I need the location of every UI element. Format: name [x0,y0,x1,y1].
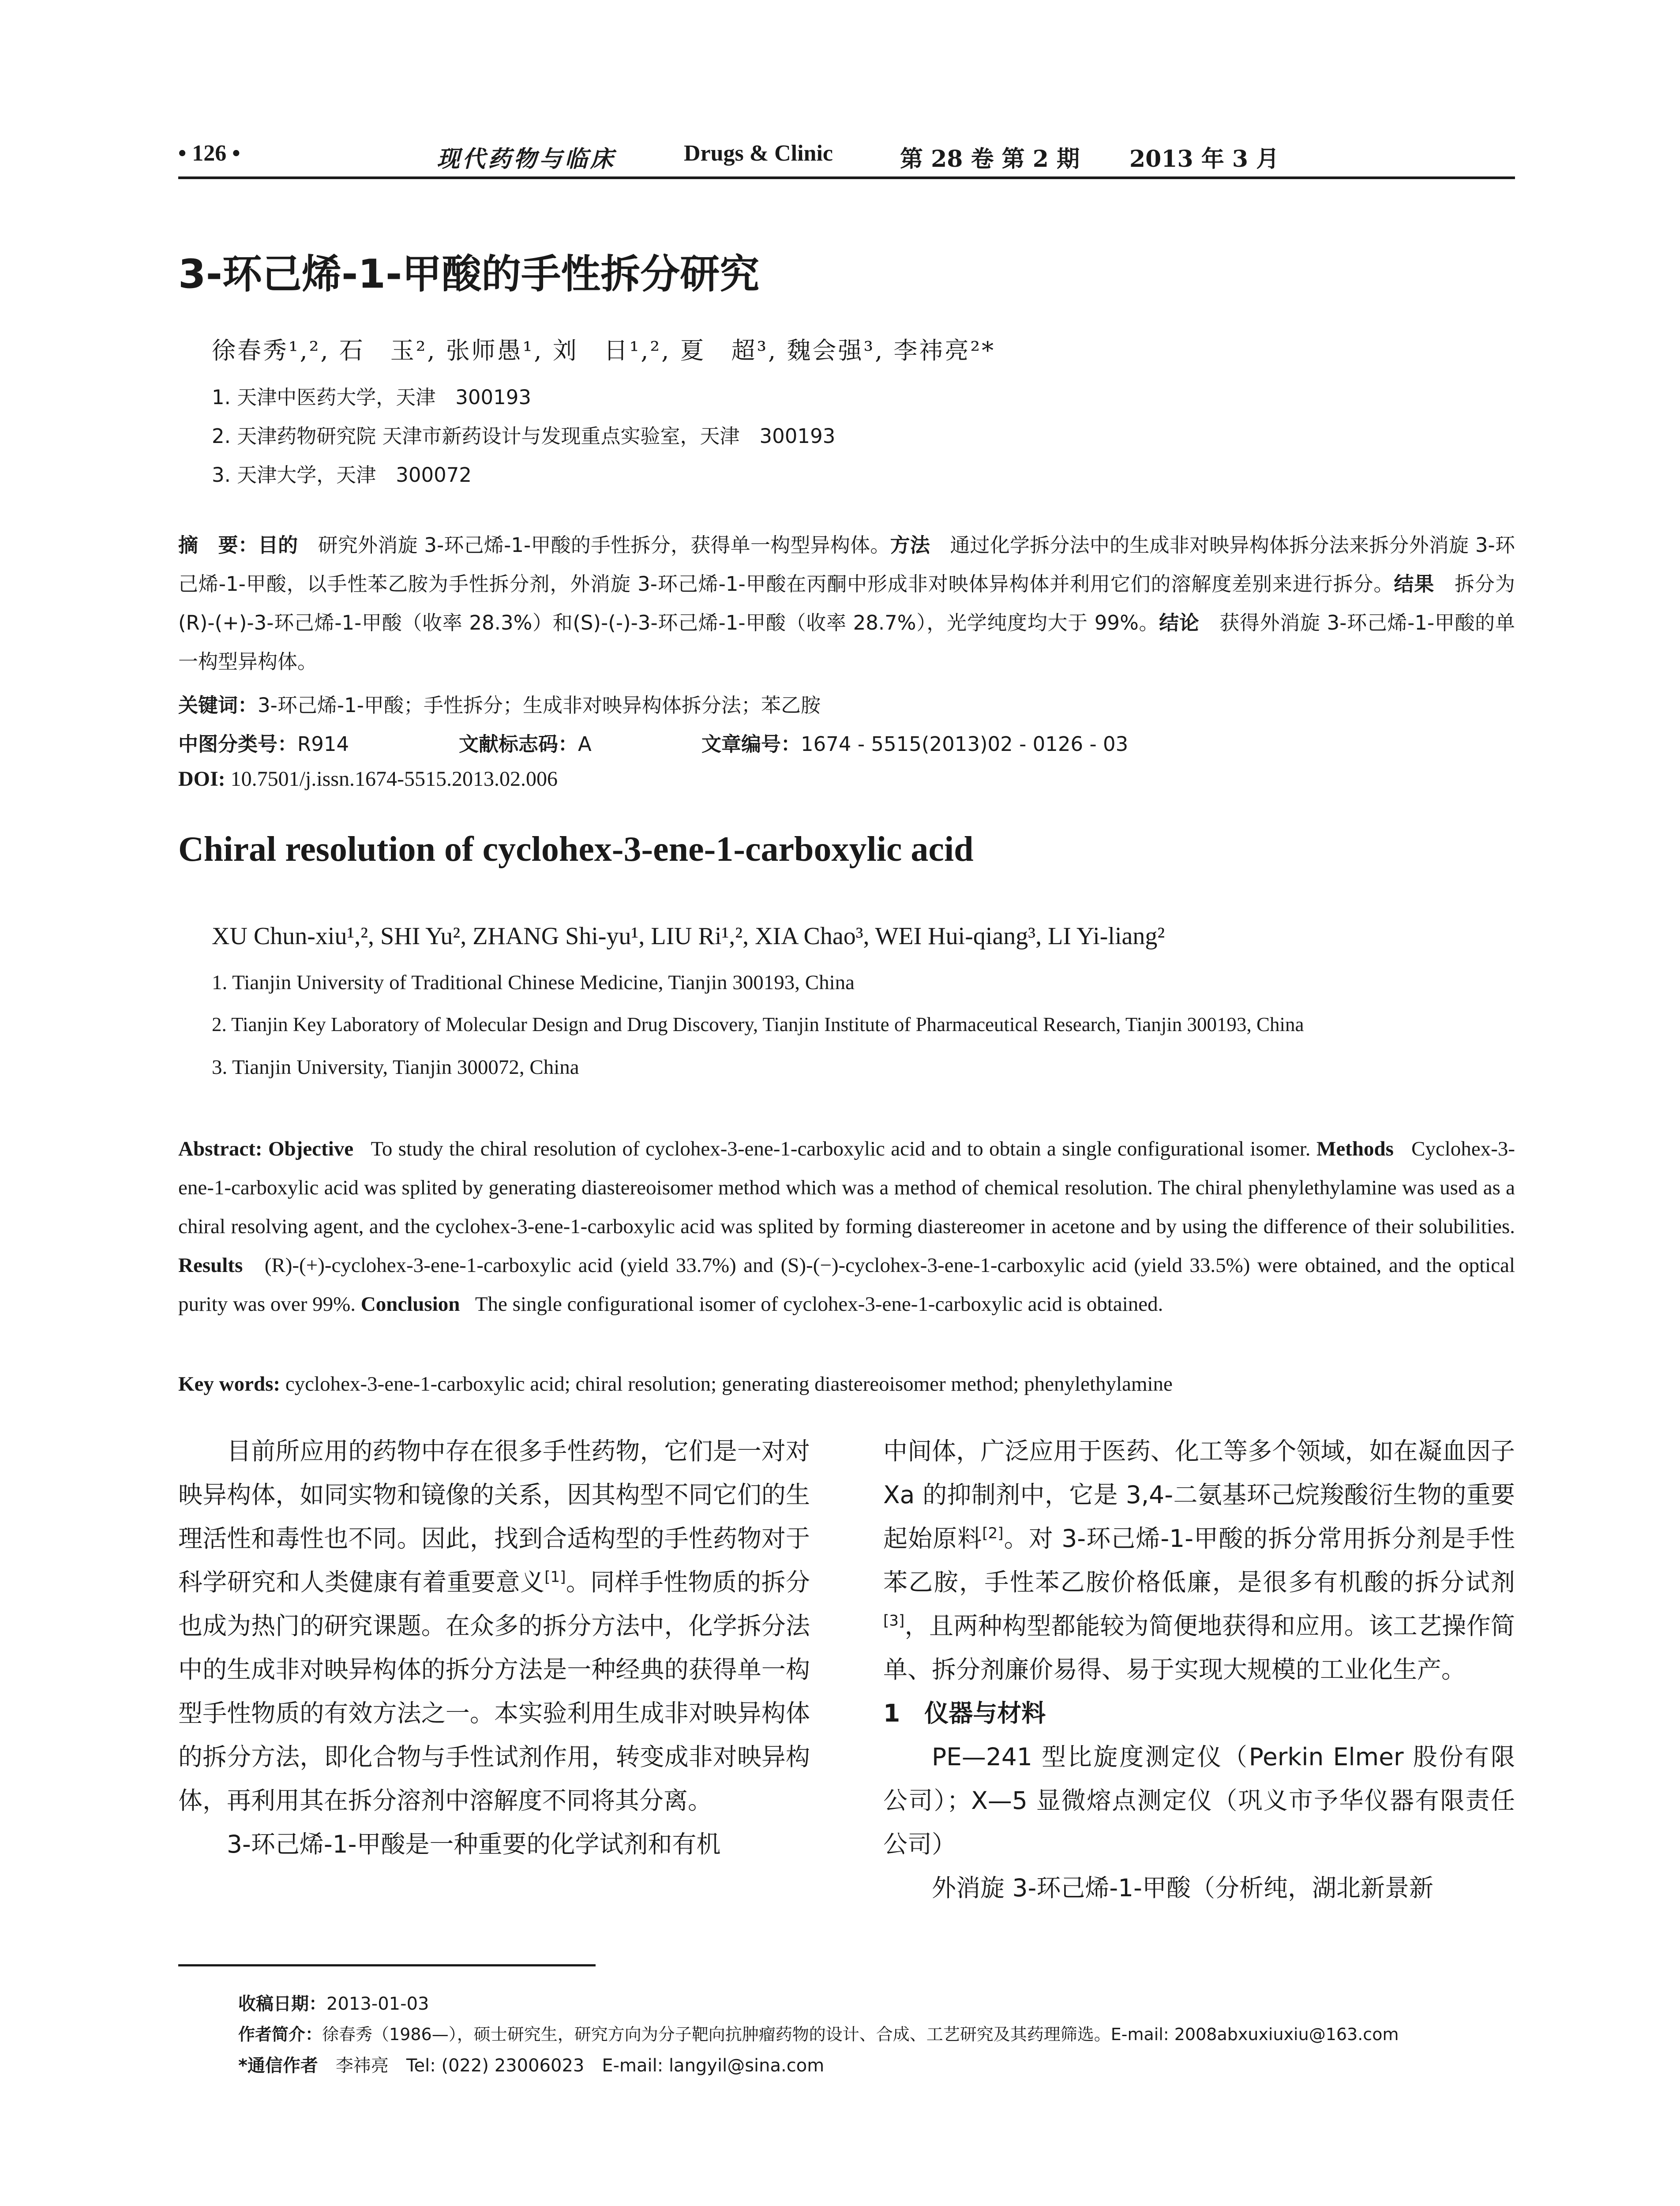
journal-name-cn: 现代药物与临床 [437,146,616,173]
methods-label-en: Methods [1316,1137,1394,1160]
keywords-en [178,1372,1173,1396]
document-code [459,728,592,757]
journal-issue: 第 28 卷 第 2 期 [900,146,1080,173]
objective-text-cn: 研究外消旋 3-环己烯-1-甲酸的手性拆分，获得单一构型异构体。 [318,533,890,557]
body-text: 。同样手性物质的拆分也成为热门的研究课题。在众多的拆分方法中，化学拆分法中的生成非对映异构体的拆分方法是一种经典的获得单一构型手性物质的有效方法之一。本实验利用生成非对映异构体的拆分方法，即化合物与手性试剂作用，转变成非对映异构体，再利用其在拆分溶剂中溶解度不同将其分离。 [178,1568,810,1815]
document-code-value: A [578,732,592,756]
journal-name-en: Drugs & Clinic [684,141,833,166]
body-paragraph [883,1429,1515,1692]
doi [178,767,558,791]
affiliation-cn-2: 2. 天津药物研究院 天津市新药设计与发现重点实验室，天津 300193 [212,424,836,448]
conclusion-text-en: The single configurational isomer of cyclohex-3-ene-1-carboxylic acid is obtained. [475,1293,1163,1316]
citation-ref[interactable]: [1] [544,1568,566,1586]
affiliation-cn-3: 3. 天津大学，天津 300072 [212,463,472,487]
body-column-left [178,1429,810,1866]
received-value: 2013-01-03 [326,1994,429,2014]
citation-ref[interactable]: [2] [982,1524,1004,1542]
received-label: 收稿日期： [238,1994,326,2014]
affiliation-en-3: 3. Tianjin University, Tianjin 300072, China [212,1056,579,1079]
section-heading: 1 仪器与材料 [883,1699,1046,1727]
article-number-label: 文章编号： [701,732,801,756]
body-paragraph: 3-环己烯-1-甲酸是一种重要的化学试剂和有机 [227,1830,721,1858]
body-column-right [883,1429,1515,1910]
doi-link[interactable]: 10.7501/j.issn.1674-5515.2013.02.006 [230,767,558,791]
clc-label: 中图分类号： [178,732,298,756]
affiliation-cn-1: 1. 天津中医药大学，天津 300193 [212,386,532,409]
authors-cn: 徐春秀¹,², 石 玉², 张师愚¹, 刘 日¹,², 夏 超³, 魏会强³, 李祎亮²* [212,337,996,364]
methods-text-cn: 通过化学拆分法中的生成非对映异构体拆分法来拆分外消旋 3-环己烯-1-甲酸，以手性苯乙胺为手性拆分剂，外消旋 3-环己烯-1-甲酸在丙酮中形成非对映体异构体并利用它们的溶解度差别来进行拆分。 [178,533,1515,596]
page-number: • 126 • [178,141,240,166]
doi-label: DOI: [178,767,225,791]
document-code-label: 文献标志码： [459,732,578,756]
journal-date: 2013 年 3 月 [1129,146,1279,173]
methods-text-en: Cyclohex-3-ene-1-carboxylic acid was splited by generating diastereoisomer method which was a method of chemical resolution. The chiral phenylethylamine was used as a chiral resolving agent, and the cyclohex-3-ene-1-carboxylic acid was splited by forming diastereomer in acetone and by using the difference of their solubilities. [178,1137,1515,1238]
received-date [238,1990,429,2015]
article-title-en: Chiral resolution of cyclohex-3-ene-1-carboxylic acid [178,830,974,869]
results-label-cn: 结果 [1394,572,1435,596]
conclusion-label-cn: 结论 [1159,611,1200,634]
bio-text: 徐春秀（1986—），硕士研究生，研究方向为分子靶向抗肿瘤药物的设计、合成、工艺研究及其药理筛选。E-mail: 2008abxuxiuxiu@163.com [322,2025,1399,2044]
methods-label-cn: 方法 [890,533,930,557]
header-rule [178,176,1515,179]
abstract-en [178,1129,1515,1324]
clc-value: R914 [297,732,349,756]
bio-label: 作者简介： [238,2025,322,2044]
footnote-rule [178,1964,596,1966]
conclusion-text-cn: 获得外消旋 3-环己烯-1-甲酸的单一构型异构体。 [178,611,1515,673]
results-text-cn: 拆分为(R)-(+)-3-环己烯-1-甲酸（收率 28.3%）和(S)-(-)-3-环己烯-1-甲酸（收率 28.7%），光学纯度均大于 99%。 [178,572,1515,634]
body-paragraph: 外消旋 3-环己烯-1-甲酸（分析纯，湖北新景新 [932,1874,1434,1902]
authors-en: XU Chun-xiu¹,², SHI Yu², ZHANG Shi-yu¹, LIU Ri¹,², XIA Chao³, WEI Hui-qiang³, LI Yi-liang² [212,923,1165,950]
conclusion-label-en: Conclusion [360,1293,460,1316]
body-text: ，且两种构型都能较为简便地获得和应用。该工艺操作简单、拆分剂廉价易得、易于实现大规模的工业化生产。 [883,1612,1515,1684]
keywords-text-cn: 3-环己烯-1-甲酸；手性拆分；生成非对映异构体拆分法；苯乙胺 [258,694,821,717]
abstract-cn [178,526,1515,681]
corresponding-label: *通信作者 [238,2056,318,2076]
keywords-label-cn: 关键词： [178,694,258,717]
abstract-label-en: Abstract: [178,1137,262,1160]
article-title-cn: 3-环己烯-1-甲酸的手性拆分研究 [178,251,760,297]
body-paragraph: PE—241 型比旋度测定仪（Perkin Elmer 股份有限公司）；X—5 显微熔点测定仪（巩义市予华仪器有限责任公司） [883,1743,1515,1858]
objective-label-cn: 目的 [258,533,298,557]
results-label-en: Results [178,1254,243,1277]
keywords-label-en: Key words: [178,1373,281,1396]
objective-text-en: To study the chiral resolution of cyclohex-3-ene-1-carboxylic acid and to obtain a single configurational isomer. [371,1137,1311,1160]
author-bio [238,2021,1399,2045]
keywords-text-en: cyclohex-3-ene-1-carboxylic acid; chiral resolution; generating diastereoisomer method; phenylethylamine [285,1373,1173,1396]
article-number-value: 1674 - 5515(2013)02 - 0126 - 03 [801,732,1129,756]
corresponding-author [238,2052,824,2077]
affiliation-en-2: 2. Tianjin Key Laboratory of Molecular Design and Drug Discovery, Tianjin Institute of Pharmaceutical Research, Tianjin 300193, China [212,1013,1304,1035]
citation-ref[interactable]: [3] [883,1612,905,1630]
results-text-en: (R)-(+)-cyclohex-3-ene-1-carboxylic acid (yield 33.7%) and (S)-(−)-cyclohex-3-ene-1-carboxylic acid (yield 33.5%) were obtained, and the optical purity was over 99%. [178,1254,1515,1316]
clc-number [178,728,349,757]
body-paragraph [178,1429,810,1823]
objective-label-en: Objective [268,1137,354,1160]
body-text: 目前所应用的药物中存在很多手性药物，它们是一对对映异构体，如同实物和镜像的关系，因其构型不同它们的生理活性和毒性也不同。因此，找到合适构型的手性药物对于科学研究和人类健康有着重要意义 [178,1437,810,1596]
article-number [701,728,1128,757]
body-text: 。对 3-环己烯-1-甲酸的拆分常用拆分剂是手性苯乙胺，手性苯乙胺价格低廉，是很多有机酸的拆分试剂 [883,1524,1515,1596]
body-text: 中间体，广泛应用于医药、化工等多个领域，如在凝血因子 Xa 的抑制剂中，它是 3,4-二氨基环己烷羧酸衍生物的重要起始原料 [883,1437,1515,1553]
keywords-cn [178,689,821,718]
corresponding-text: 李祎亮 Tel: (022) 23006023 E-mail: langyil@sina.com [335,2056,825,2076]
abstract-label-cn: 摘 要： [178,533,258,557]
affiliation-en-1: 1. Tianjin University of Traditional Chinese Medicine, Tianjin 300193, China [212,971,855,994]
